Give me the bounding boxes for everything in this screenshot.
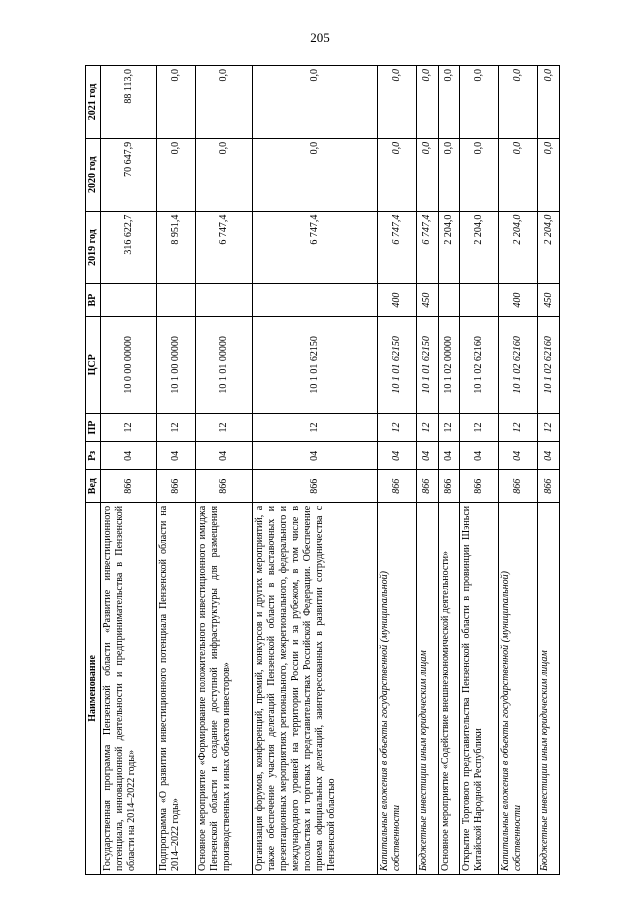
cell-csr: 10 1 02 62160: [499, 316, 538, 413]
cell-name: Основное мероприятие «Содействие внешнеэкономической деятельности»: [438, 502, 460, 874]
cell-vr: 450: [417, 284, 439, 316]
cell-ved: 866: [252, 470, 378, 502]
header-2021: 2021 год: [86, 66, 101, 139]
cell-ved: 866: [460, 470, 499, 502]
cell-pr: 12: [378, 413, 417, 441]
cell-2021: 0,0: [538, 66, 560, 139]
table-row: [196, 66, 252, 875]
cell-rz: 04: [460, 442, 499, 470]
cell-rz: 04: [157, 442, 196, 470]
cell-2020: 0,0: [378, 138, 417, 211]
cell-pr: 12: [538, 413, 560, 441]
cell-csr: 10 1 02 62160: [460, 316, 499, 413]
cell-2021: 0,0: [252, 66, 378, 139]
cell-vr: [196, 284, 252, 316]
cell-vr: [438, 284, 460, 316]
cell-2019: 316 622,7: [101, 211, 157, 284]
cell-2021: 0,0: [196, 66, 252, 139]
cell-rz: 04: [252, 442, 378, 470]
cell-ved: 866: [438, 470, 460, 502]
cell-csr: 10 1 01 62150: [252, 316, 378, 413]
cell-vr: 400: [499, 284, 538, 316]
header-name: Наименование: [86, 502, 101, 874]
cell-name: Бюджетные инвестиции иным юридическим лицам: [417, 502, 439, 874]
header-2019: 2019 год: [86, 211, 101, 284]
cell-2019: 2 204,0: [460, 211, 499, 284]
cell-ved: 866: [196, 470, 252, 502]
table-row: [252, 66, 378, 875]
cell-2020: 0,0: [157, 138, 196, 211]
cell-pr: 12: [196, 413, 252, 441]
cell-pr: 12: [101, 413, 157, 441]
cell-rz: 04: [438, 442, 460, 470]
cell-2020: 0,0: [196, 138, 252, 211]
cell-2019: 2 204,0: [538, 211, 560, 284]
budget-table: [85, 65, 560, 875]
cell-name: Подпрограмма «О развитии инвестиционного потенциала Пензенской области на 2014–2022 годы»: [157, 502, 196, 874]
table-row: [460, 66, 499, 875]
cell-rz: 04: [196, 442, 252, 470]
cell-vr: 400: [378, 284, 417, 316]
cell-2019: 6 747,4: [378, 211, 417, 284]
cell-name: Организация форумов, конференций, премий, конкурсов и других мероприятий, а также обеспечение участия делегаций Пензенской области в выставочных и презентационных мероприятиях регионального, межрегионального, федерального и международного уровней на территории России и за рубежом, в том числе в посольствах и торговых представительствах Российской Федерации. Обеспечение приема официальных делегаций, заинтересованных в развитии сотрудничества с Пензенской областью: [252, 502, 378, 874]
cell-rz: 04: [378, 442, 417, 470]
cell-csr: 10 1 01 62150: [378, 316, 417, 413]
cell-csr: 10 0 00 00000: [101, 316, 157, 413]
cell-vr: [101, 284, 157, 316]
cell-2019: 6 747,4: [417, 211, 439, 284]
cell-2021: 0,0: [378, 66, 417, 139]
cell-2020: 0,0: [252, 138, 378, 211]
table-row: [101, 66, 157, 875]
cell-vr: [460, 284, 499, 316]
cell-2019: 2 204,0: [499, 211, 538, 284]
cell-rz: 04: [417, 442, 439, 470]
cell-csr: 10 1 01 00000: [196, 316, 252, 413]
cell-vr: [252, 284, 378, 316]
cell-2021: 0,0: [460, 66, 499, 139]
table-row: [499, 66, 538, 875]
cell-name: Основное мероприятие «Формирование положительного инвестиционного имиджа Пензенской области и создание доступной инфраструктуры для размещения производственных и иных объектов инвесторов»: [196, 502, 252, 874]
cell-pr: 12: [252, 413, 378, 441]
header-csr: ЦСР: [86, 316, 101, 413]
cell-ved: 866: [378, 470, 417, 502]
cell-2021: 0,0: [417, 66, 439, 139]
header-vr: ВР: [86, 284, 101, 316]
header-ved: Вед: [86, 470, 101, 502]
header-rz: Рз: [86, 442, 101, 470]
cell-2021: 88 113,0: [101, 66, 157, 139]
cell-name: Государственная программа Пензенской области «Развитие инвестиционного потенциала, инновационной деятельности и предпринимательства в Пензенской области на 2014–2022 годы»: [101, 502, 157, 874]
cell-2020: 0,0: [538, 138, 560, 211]
cell-csr: 10 1 02 00000: [438, 316, 460, 413]
cell-csr: 10 1 02 62160: [538, 316, 560, 413]
page-number: 205: [310, 30, 330, 45]
cell-name: Капитальные вложения в объекты государственной (муниципальной) собственности: [378, 502, 417, 874]
header-pr: ПР: [86, 413, 101, 441]
cell-rz: 04: [101, 442, 157, 470]
cell-2020: 0,0: [438, 138, 460, 211]
cell-2021: 0,0: [499, 66, 538, 139]
table-row: [438, 66, 460, 875]
cell-2020: 0,0: [460, 138, 499, 211]
table-row: [378, 66, 417, 875]
cell-2020: 0,0: [499, 138, 538, 211]
cell-name: Открытие Торгового представительства Пензенской области в провинции Шэньси Китайской Народной Республики: [460, 502, 499, 874]
cell-csr: 10 1 01 62150: [417, 316, 439, 413]
cell-ved: 866: [101, 470, 157, 502]
cell-pr: 12: [499, 413, 538, 441]
table-row: [417, 66, 439, 875]
cell-rz: 04: [538, 442, 560, 470]
cell-pr: 12: [460, 413, 499, 441]
table-row: [538, 66, 560, 875]
cell-csr: 10 1 00 00000: [157, 316, 196, 413]
cell-rz: 04: [499, 442, 538, 470]
cell-pr: 12: [157, 413, 196, 441]
cell-2019: 2 204,0: [438, 211, 460, 284]
cell-pr: 12: [417, 413, 439, 441]
cell-2020: 0,0: [417, 138, 439, 211]
cell-2021: 0,0: [438, 66, 460, 139]
cell-ved: 866: [157, 470, 196, 502]
rotated-table-container: [85, 65, 560, 875]
cell-2021: 0,0: [157, 66, 196, 139]
cell-2019: 6 747,4: [196, 211, 252, 284]
header-2020: 2020 год: [86, 138, 101, 211]
cell-ved: 866: [417, 470, 439, 502]
cell-vr: 450: [538, 284, 560, 316]
table-row: [157, 66, 196, 875]
cell-ved: 866: [499, 470, 538, 502]
cell-vr: [157, 284, 196, 316]
cell-pr: 12: [438, 413, 460, 441]
cell-ved: 866: [538, 470, 560, 502]
cell-2020: 70 647,9: [101, 138, 157, 211]
header-row: [86, 66, 101, 875]
cell-2019: 8 951,4: [157, 211, 196, 284]
cell-2019: 6 747,4: [252, 211, 378, 284]
cell-name: Бюджетные инвестиции иным юридическим лицам: [538, 502, 560, 874]
cell-name: Капитальные вложения в объекты государственной (муниципальной) собственности: [499, 502, 538, 874]
